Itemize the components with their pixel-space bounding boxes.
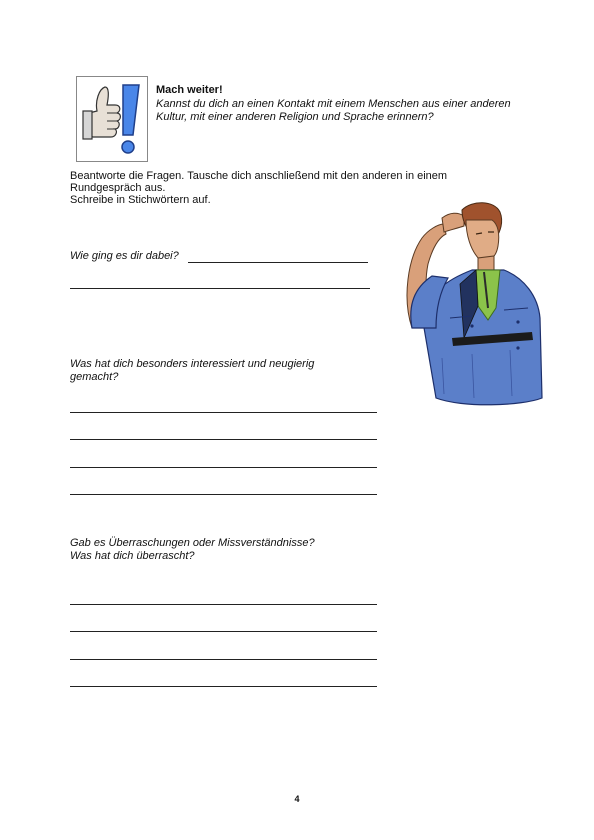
intro-question: Kannst du dich an einen Kontakt mit einem Menschen aus einer anderen Kultur, mit einer anderen Religion und Sprache erinnern? (156, 98, 511, 123)
answer-line[interactable] (70, 686, 377, 687)
question-3-label (70, 537, 390, 563)
answer-line[interactable] (70, 467, 377, 468)
answer-line[interactable] (70, 412, 377, 413)
question-3-line-2: Was hat dich überrascht? (70, 550, 195, 562)
answer-line[interactable] (70, 494, 377, 495)
answer-line[interactable] (70, 631, 377, 632)
answer-line[interactable] (70, 439, 377, 440)
answer-line[interactable] (70, 604, 377, 605)
section-heading: Mach weiter! (156, 84, 223, 96)
page-number: 4 (294, 794, 300, 804)
instructions-line-1: Beantworte die Fragen. Tausche dich anschließend mit den anderen in einem Rundgespräch aus. (70, 170, 448, 194)
answer-line[interactable] (70, 288, 370, 289)
instructions-line-2: Schreibe in Stichwörtern auf. (70, 194, 211, 206)
question-3-line-1: Gab es Überraschungen oder Missverständnisse? (70, 537, 315, 549)
thumbs-up-exclamation-icon (76, 76, 148, 162)
answer-line[interactable] (70, 659, 377, 660)
thinking-man-illustration (392, 198, 552, 410)
question-1-label: Wie ging es dir dabei? (70, 250, 179, 262)
answer-line[interactable] (188, 262, 368, 263)
question-2-label: Was hat dich besonders interessiert und neugierig gemacht? (70, 358, 315, 383)
